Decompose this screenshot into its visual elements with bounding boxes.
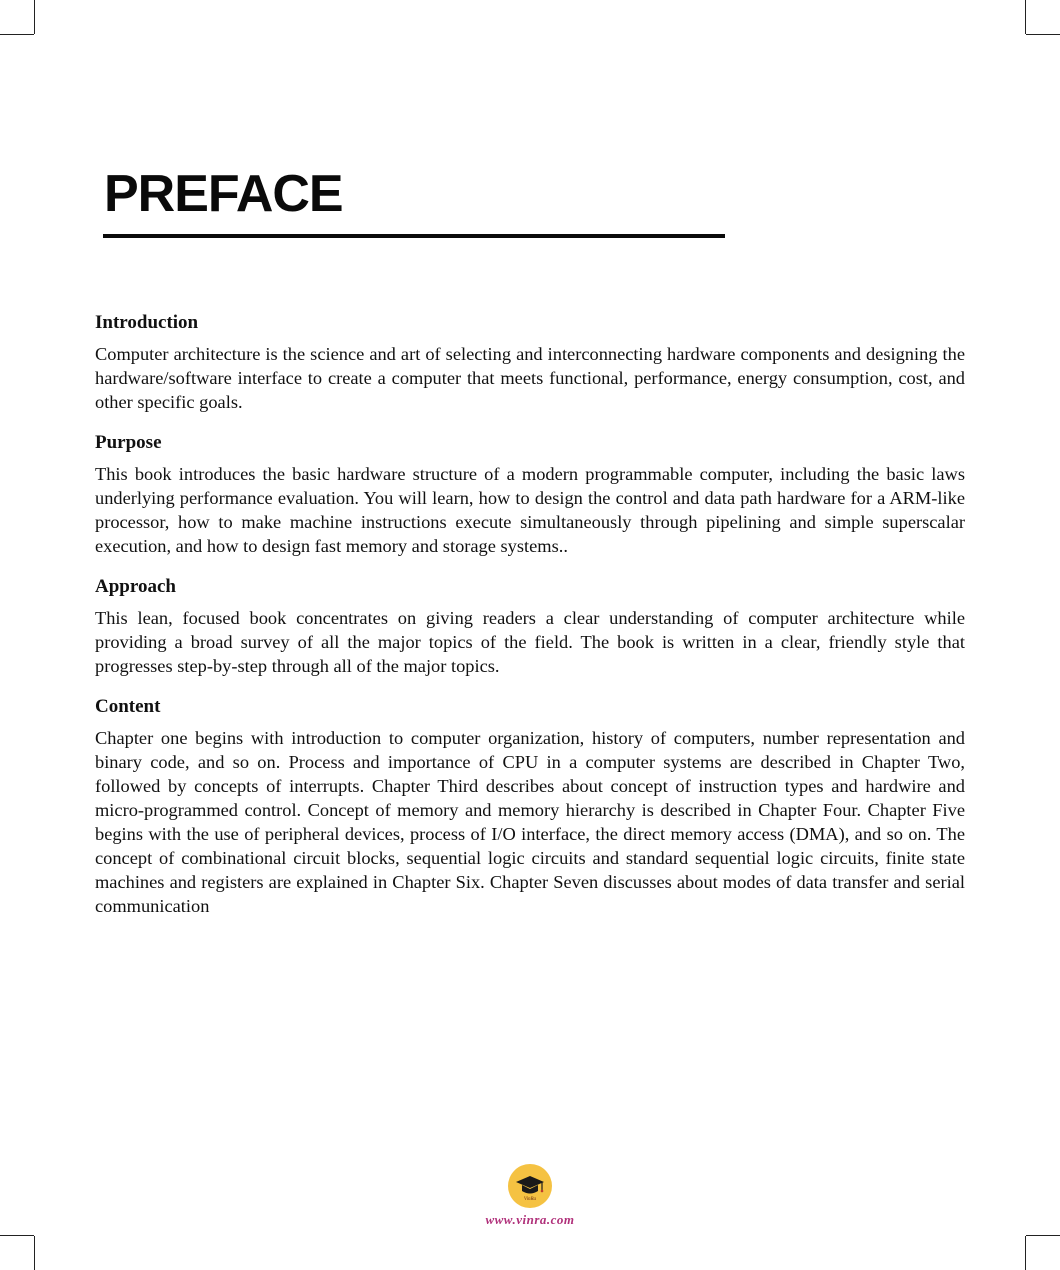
crop-mark (1026, 1235, 1060, 1236)
logo-text: VinRa (523, 1197, 537, 1202)
section-purpose (95, 429, 965, 558)
title-rule (103, 234, 725, 238)
crop-mark (1026, 34, 1060, 35)
publisher-logo (508, 1164, 552, 1208)
publisher-url[interactable]: www.vinra.com (485, 1212, 575, 1227)
section-body: Chapter one begins with introduction to computer organization, history of computers, number representation and binary code, and so on. Process and importance of CPU in a computer systems are described in Chapter Two, followed by concepts of interrupts. Chapter Third describes about concept of instruction types and hardwire and micro-programmed control. Concept of memory and memory hierarchy is described in Chapter Four. Chapter Five begins with the use of peripheral devices, process of I/O interface, the direct memory access (DMA), and so on. The concept of combinational circuit blocks, sequential logic circuits and standard sequential logic circuits, finite state machines and registers are explained in Chapter Six. Chapter Seven discusses about modes of data transfer and serial communication (95, 728, 965, 916)
section-heading: Approach (95, 576, 176, 597)
section-body: Computer architecture is the science and art of selecting and interconnecting hardware components and designing the hardware/software interface to create a computer that meets functional, performance, energy consumption, cost, and other specific goals. (95, 344, 965, 412)
crop-mark (1025, 1236, 1026, 1270)
graduation-cap-icon (514, 1170, 546, 1202)
section-body: This lean, focused book concentrates on giving readers a clear understanding of computer architecture while providing a broad survey of all the major topics of the field. The book is written in a clear, friendly style that progresses step-by-step through all of the major topics. (95, 608, 965, 676)
section-heading: Purpose (95, 432, 162, 453)
section-body: This book introduces the basic hardware structure of a modern programmable computer, including the basic laws underlying performance evaluation. You will learn, how to design the control and data path hardware for a ARM-like processor, how to make machine instructions execute simultaneously through pipelining and simple superscalar execution, and how to design fast memory and storage systems.. (95, 464, 965, 556)
crop-mark (34, 0, 35, 34)
section-approach (95, 573, 965, 678)
crop-mark (1025, 0, 1026, 34)
section-heading: Content (95, 696, 161, 717)
section-introduction (95, 309, 965, 414)
preface-content (95, 309, 965, 933)
crop-mark (34, 1236, 35, 1270)
crop-mark (0, 34, 34, 35)
page-footer (0, 1164, 1060, 1228)
section-content (95, 693, 965, 918)
crop-mark (0, 1235, 34, 1236)
section-heading: Introduction (95, 312, 199, 333)
page-title: PREFACE (104, 165, 343, 223)
